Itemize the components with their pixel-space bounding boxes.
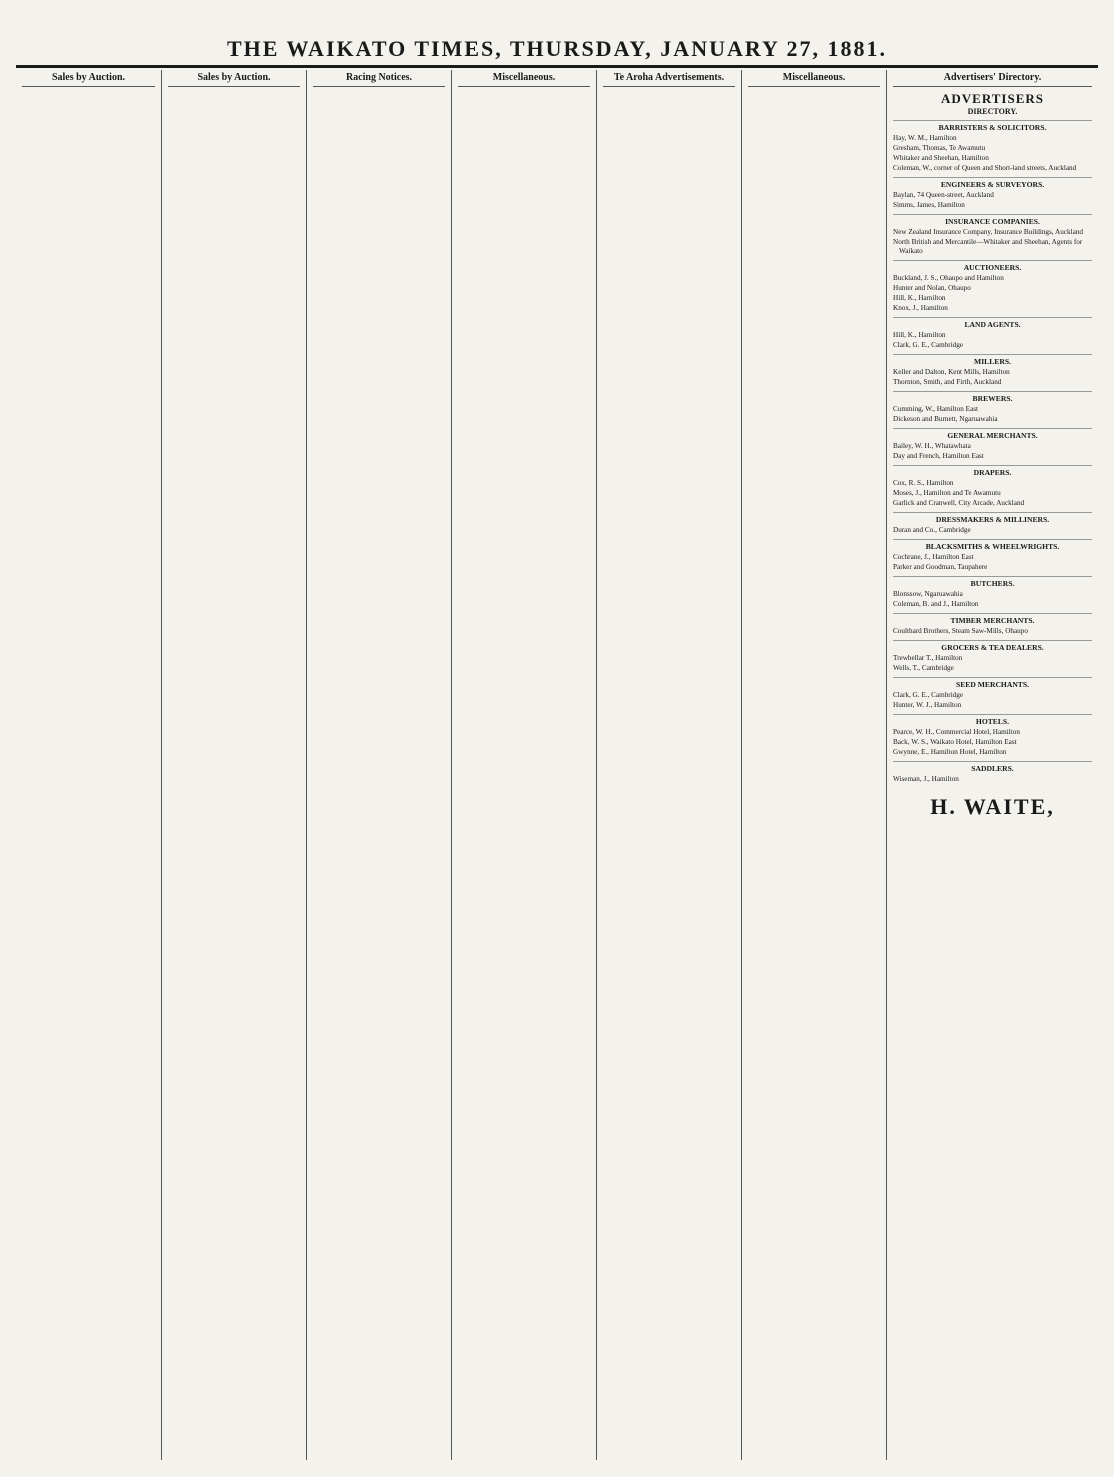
directory-entry: Wells, T., Cambridge <box>893 664 954 672</box>
directory-entry: Wiseman, J., Hamilton <box>893 775 959 783</box>
directory-entry: New Zealand Insurance Company, Insurance Buildings, Auckland <box>893 228 1083 236</box>
newspaper-title: THE WAIKATO TIMES, THURSDAY, JANUARY 27, 1881. <box>226 36 888 61</box>
column-text <box>168 91 300 1431</box>
column-text <box>22 91 155 1431</box>
directory-entry: Buckland, J. S., Ohaupo and Hamilton <box>893 274 1004 282</box>
directory-entry: Cox, R. S., Hamilton <box>893 479 954 487</box>
directory-entry: Moses, J., Hamilton and Te Awamutu <box>893 489 1001 497</box>
directory-entry: Clark, G. E., Cambridge <box>893 341 964 349</box>
column-heading: Advertisers' Directory. <box>893 72 1092 87</box>
directory-entry: Coleman, W., corner of Queen and Short-land streets, Auckland <box>893 164 1077 172</box>
directory-entry: Day and French, Hamilton East <box>893 452 984 460</box>
directory-heading: SEED MERCHANTS. <box>893 677 1092 689</box>
directory-entry: Hill, K., Hamilton <box>893 294 946 302</box>
column-6 <box>741 70 886 1460</box>
column-heading: Miscellaneous. <box>458 72 590 87</box>
column-text <box>458 91 590 1431</box>
directory-heading: GROCERS & TEA DEALERS. <box>893 640 1092 652</box>
directory-entry: Blonssow, Ngaruawahia <box>893 590 963 598</box>
masthead <box>16 34 1098 68</box>
column-2 <box>161 70 306 1460</box>
directory-heading: DRESSMAKERS & MILLINERS. <box>893 512 1092 524</box>
directory-entry: Simms, James, Hamilton <box>893 201 965 209</box>
directory-sections <box>893 120 1092 784</box>
column-heading: Racing Notices. <box>313 72 445 87</box>
directory-heading: BARRISTERS & SOLICITORS. <box>893 120 1092 132</box>
directory-heading: SADDLERS. <box>893 761 1092 773</box>
directory-entry: North British and Mercantile—Whitaker and Sheehan, Agents for Waikato <box>893 238 1083 255</box>
directory-entry: Hill, K., Hamilton <box>893 331 946 339</box>
directory-entry: Parker and Goodman, Taupahere <box>893 563 988 571</box>
column-heading: Sales by Auction. <box>168 72 300 87</box>
directory-entry: Dickeson and Burnett, Ngaruawahia <box>893 415 998 423</box>
directory-heading: BUTCHERS. <box>893 576 1092 588</box>
page-columns <box>16 70 1098 1460</box>
directory-entry: Garlick and Cranwell, City Arcade, Auckland <box>893 499 1025 507</box>
column-5 <box>596 70 741 1460</box>
directory-entry: Clark, G. E., Cambridge <box>893 691 964 699</box>
directory-entry: Bailey, W. H., Whatawhata <box>893 442 971 450</box>
directory-heading: BREWERS. <box>893 391 1092 403</box>
directory-entry: Gwynne, E., Hamilton Hotel, Hamilton <box>893 748 1007 756</box>
directory-heading: TIMBER MERCHANTS. <box>893 613 1092 625</box>
directory-entry: Hay, W. M., Hamilton <box>893 134 957 142</box>
directory-title: ADVERTISERS <box>940 91 1044 106</box>
directory-entry: Knox, J., Hamilton <box>893 304 948 312</box>
column-text <box>748 91 880 1431</box>
directory-entry: Hunter and Nolan, Ohaupo <box>893 284 971 292</box>
column-7 <box>886 70 1098 1460</box>
directory-entry: Cumming, W., Hamilton East <box>893 405 979 413</box>
directory-heading: MILLERS. <box>893 354 1092 366</box>
directory-heading: AUCTIONEERS. <box>893 260 1092 272</box>
masthead-rule <box>16 65 1098 68</box>
directory-entry: Hunter, W. J., Hamilton <box>893 701 962 709</box>
directory-entry: Keller and Dalton, Kent Mills, Hamilton <box>893 368 1010 376</box>
column-text <box>313 91 445 1431</box>
directory-entry: Whitaker and Sheehan, Hamilton <box>893 154 989 162</box>
directory-heading: BLACKSMITHS & WHEELWRIGHTS. <box>893 539 1092 551</box>
directory-heading: GENERAL MERCHANTS. <box>893 428 1092 440</box>
advert-name: H. WAITE, <box>930 794 1055 819</box>
directory-heading: HOTELS. <box>893 714 1092 726</box>
directory-entry: Trewhellar T., Hamilton <box>893 654 963 662</box>
column-heading: Te Aroha Advertisements. <box>603 72 735 87</box>
directory-heading: LAND AGENTS. <box>893 317 1092 329</box>
directory-entry: Coleman, B. and J., Hamilton <box>893 600 979 608</box>
column-3 <box>306 70 451 1460</box>
column-1 <box>16 70 161 1460</box>
directory-subtitle: DIRECTORY. <box>967 107 1018 116</box>
directory-entry: Baylan, 74 Queen-street, Auckland <box>893 191 994 199</box>
directory-entry: Coulthard Brothers, Steam Saw-Mills, Ohaupo <box>893 627 1028 635</box>
column-heading: Sales by Auction. <box>22 72 155 87</box>
directory-heading: INSURANCE COMPANIES. <box>893 214 1092 226</box>
column-heading: Miscellaneous. <box>748 72 880 87</box>
directory-entry: Gresham, Thomas, Te Awamutu <box>893 144 986 152</box>
column-4 <box>451 70 596 1460</box>
directory-heading: ENGINEERS & SURVEYORS. <box>893 177 1092 189</box>
directory-entry: Back, W. S., Waikato Hotel, Hamilton East <box>893 738 1017 746</box>
column-text <box>603 91 735 1431</box>
directory-entry: Thornton, Smith, and Firth, Auckland <box>893 378 1002 386</box>
directory-entry: Cochrane, J., Hamilton East <box>893 553 974 561</box>
directory-heading: DRAPERS. <box>893 465 1092 477</box>
directory-entry: Pearce, W. H., Commercial Hotel, Hamilton <box>893 728 1020 736</box>
directory-entry: Duran and Co., Cambridge <box>893 526 971 534</box>
